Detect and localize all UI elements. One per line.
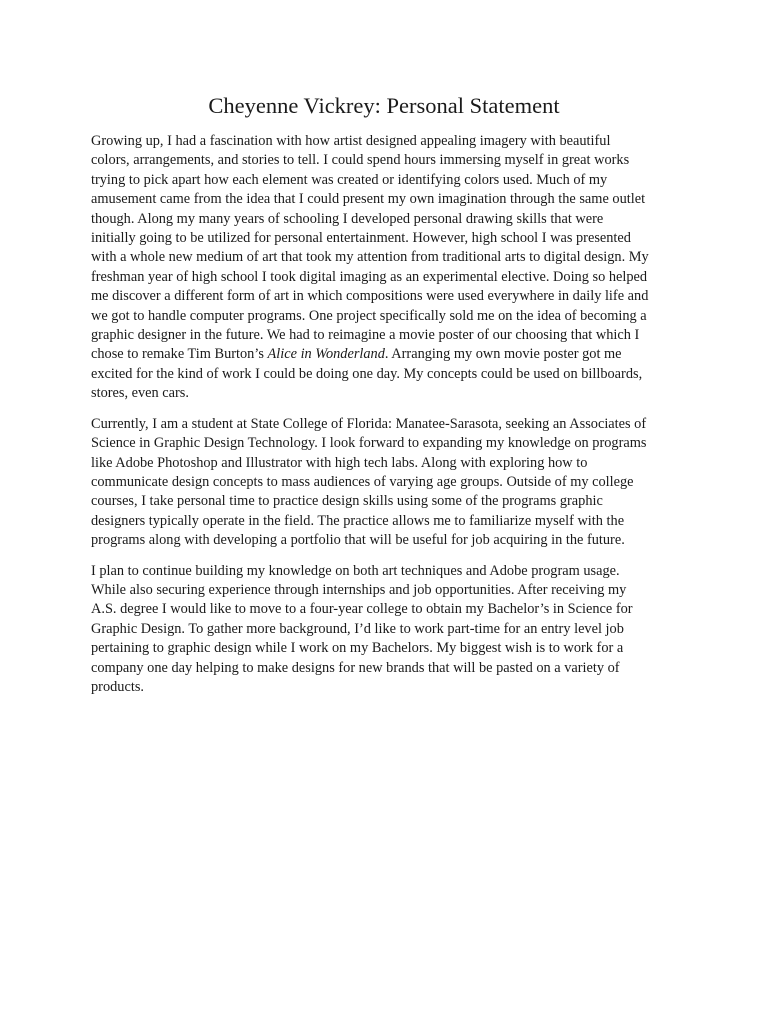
text-line (91, 384, 679, 403)
line-text: chose to remake Tim Burton’s (91, 346, 268, 363)
line-text: excited for the kind of work I could be doing one day. My concepts could be used on billboards, (91, 365, 643, 382)
line-text: like Adobe Photoshop and Illustrator with high tech labs. Along with exploring how to (91, 454, 588, 471)
text-line (91, 562, 679, 581)
paragraph-2 (91, 415, 679, 551)
line-text: pertaining to graphic design while I work on my Bachelors. My biggest wish is to work for a (91, 640, 624, 657)
text-line (91, 210, 679, 229)
line-text: courses, I take personal time to practice design skills using some of the programs graphic (91, 493, 603, 510)
text-line (91, 473, 679, 492)
line-text: I plan to continue building my knowledge on both art techniques and Adobe program usage. (91, 562, 620, 579)
document-title: Cheyenne Vickrey: Personal Statement (208, 93, 560, 118)
text-line (91, 639, 679, 658)
text-line (91, 678, 679, 697)
text-line (91, 307, 679, 326)
line-text: colors, arrangements, and stories to tell. I could spend hours immersing myself in great works (91, 152, 630, 169)
line-text: A.S. degree I would like to move to a four-year college to obtain my Bachelor’s in Science for (91, 601, 633, 618)
text-line (91, 531, 679, 550)
line-text: though. Along my many years of schooling I developed personal drawing skills that were (91, 210, 604, 227)
text-line (91, 659, 679, 678)
text-line (91, 620, 679, 639)
line-text: stores, even cars. (91, 385, 189, 402)
text-line (91, 229, 679, 248)
document-body (91, 132, 679, 708)
line-text: Science in Graphic Design Technology. I look forward to expanding my knowledge on programs (91, 435, 647, 452)
text-line (91, 268, 679, 287)
line-text: freshman year of high school I took digital imaging as an experimental elective. Doing so helped (91, 268, 648, 285)
text-line (91, 415, 679, 434)
line-text: amusement came from the idea that I could present my own imagination through the same outlet (91, 191, 646, 208)
text-line (91, 151, 679, 170)
text-line (91, 454, 679, 473)
line-text: with a whole new medium of art that took my attention from traditional arts to digital design. My (91, 249, 649, 266)
line-text: initially going to be utilized for personal entertainment. However, high school I was presented (91, 230, 631, 247)
line-text: Growing up, I had a fascination with how artist designed appealing imagery with beautiful (91, 133, 611, 149)
text-line (91, 434, 679, 453)
line-text: communicate design concepts to mass audiences of varying age groups. Outside of my college (91, 473, 634, 490)
line-text: . Arranging my own movie poster got me (384, 346, 622, 363)
line-text: While also securing experience through internships and job opportunities. After receiving my (91, 581, 627, 598)
line-text: company one day helping to make designs for new brands that will be pasted on a variety of (91, 659, 620, 676)
line-text: we got to handle computer programs. One project specifically sold me on the idea of becoming a (91, 307, 647, 324)
italic-title-text: Alice in Wonderland (267, 346, 385, 363)
line-text: Currently, I am a student at State College of Florida: Manatee-Sarasota, seeking an Associates of (91, 415, 647, 432)
text-line (91, 600, 679, 619)
line-text: graphic designer in the future. We had to reimagine a movie poster of our choosing that which I (91, 327, 640, 344)
line-text: me discover a different form of art in which compositions were used everywhere in daily life and (91, 288, 649, 305)
text-line (91, 365, 679, 384)
text-line (91, 345, 679, 364)
paragraph-3 (91, 562, 679, 698)
line-text: designers typically operate in the field. The practice allows me to familiarize myself with the (91, 512, 625, 529)
line-text: products. (91, 678, 144, 695)
line-text: Graphic Design. To gather more background, I’d like to work part-time for an entry level job (91, 620, 624, 637)
text-line (91, 248, 679, 267)
text-line (91, 287, 679, 306)
text-line (91, 581, 679, 600)
text-line (91, 190, 679, 209)
text-line (91, 171, 679, 190)
text-line (91, 326, 679, 345)
text-line (91, 132, 679, 151)
line-text: trying to pick apart how each element was created or identifying colors used. Much of my (91, 171, 608, 188)
text-line (91, 512, 679, 531)
text-line (91, 492, 679, 511)
paragraph-1 (91, 132, 679, 404)
line-text: programs along with developing a portfolio that will be useful for job acquiring in the future. (91, 532, 625, 549)
